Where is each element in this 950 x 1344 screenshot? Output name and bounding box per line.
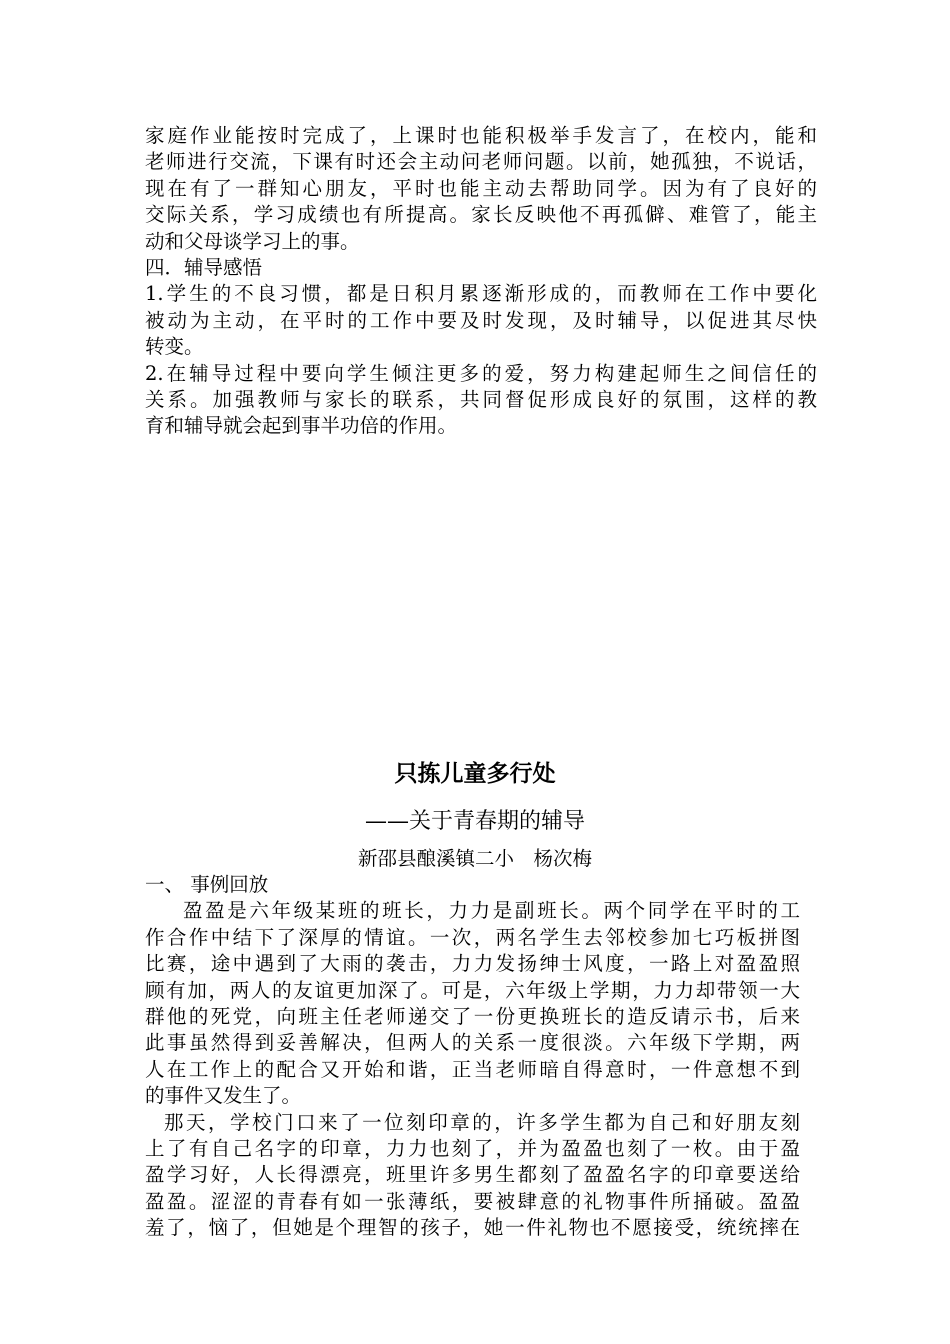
text-line: 比赛，途中遇到了大雨的袭击，力力发扬绅士风度，一路上对盈盈照	[145, 952, 800, 976]
text-line: 上了有自己名字的印章，力力也刻了，并为盈盈也刻了一枚。由于盈	[145, 1137, 800, 1161]
text-line: 盈盈。涩涩的青春有如一张薄纸，要被肆意的礼物事件所捅破。盈盈	[145, 1189, 800, 1213]
text-line: 人在工作上的配合又开始和谐，正当老师暗自得意时，一件意想不到	[145, 1057, 800, 1081]
text-line: 盈盈是六年级某班的班长，力力是副班长。两个同学在平时的工	[183, 899, 800, 923]
text-line: 作合作中结下了深厚的情谊。一次，两名学生去邻校参加七巧板拼图	[145, 925, 800, 949]
text-line: 的事件又发生了。	[145, 1084, 302, 1108]
text-line: 顾有加，两人的友谊更加深了。可是，六年级上学期，力力却带领一大	[145, 978, 800, 1002]
list-item-line: 关系。加强教师与家长的联系，共同督促形成良好的氛围，这样的教	[145, 388, 817, 412]
text-line: 老师进行交流，下课有时还会主动问老师问题。以前，她孤独，不说话，	[145, 150, 817, 174]
text-line: 动和父母谈学习上的事。	[145, 229, 360, 253]
section-heading: 一、 事例回放	[145, 873, 269, 896]
text-line: 家庭作业能按时完成了，上课时也能积极举手发言了，在校内，能和	[145, 124, 817, 147]
article-title: 只拣儿童多行处	[394, 761, 556, 787]
list-item-line: 1.学生的不良习惯，都是日积月累逐渐形成的，而教师在工作中要化	[145, 282, 817, 306]
text-line: 那天，学校门口来了一位刻印章的，许多学生都为自己和好朋友刻	[164, 1110, 800, 1134]
text-line: 现在有了一群知心朋友，平时也能主动去帮助同学。因为有了良好的	[145, 176, 817, 200]
list-item-line: 2.在辅导过程中要向学生倾注更多的爱，努力构建起师生之间信任的	[145, 361, 817, 385]
article-subtitle: ——关于青春期的辅导	[364, 809, 585, 834]
list-item-line: 育和辅导就会起到事半功倍的作用。	[145, 414, 458, 438]
text-line: 盈学习好，人长得漂亮，班里许多男生都刻了盈盈名字的印章要送给	[145, 1163, 800, 1187]
list-item-line: 转变。	[145, 335, 204, 359]
previous-section	[145, 123, 817, 440]
section-heading: 四．辅导感悟	[145, 256, 263, 280]
list-item-line: 被动为主动，在平时的工作中要及时发现，及时辅导，以促进其尽快	[145, 308, 817, 332]
text-line: 交际关系，学习成绩也有所提高。家长反映他不再孤僻、难管了，能主	[145, 203, 817, 227]
article-author: 新邵县酿溪镇二小 杨次梅	[357, 847, 592, 870]
text-line: 此事虽然得到妥善解决，但两人的关系一度很淡。六年级下学期，两	[145, 1031, 800, 1055]
text-line: 群他的死党，向班主任老师递交了一份更换班长的造反请示书，后来	[145, 1005, 800, 1029]
article-body	[145, 872, 800, 1242]
text-line: 羞了，恼了，但她是个理智的孩子，她一件礼物也不愿接受，统统摔在	[145, 1216, 800, 1240]
